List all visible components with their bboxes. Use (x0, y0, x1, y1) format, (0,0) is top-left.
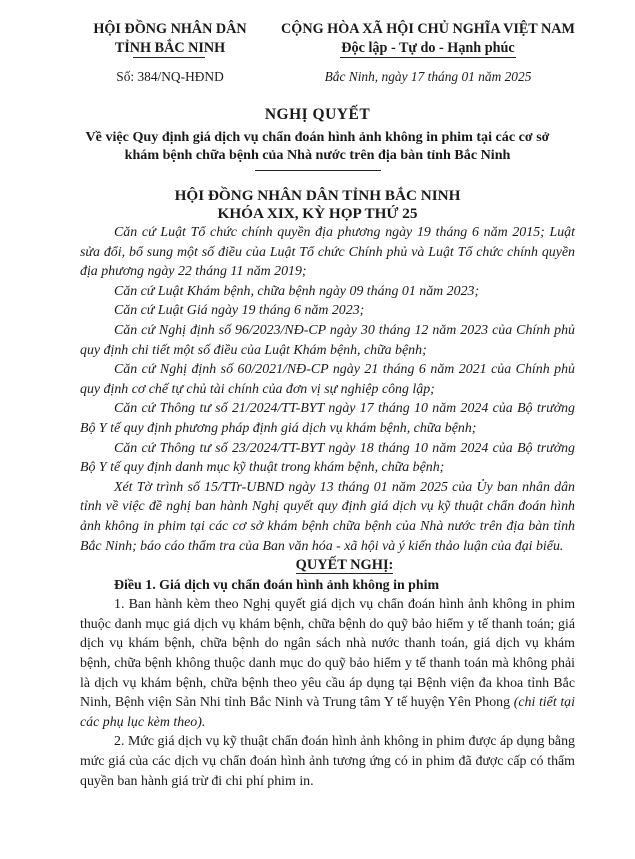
clause-1-note: (chi tiết tại các phụ lục kèm theo). (80, 695, 575, 730)
council-heading (40, 187, 595, 223)
decision-heading (80, 556, 575, 576)
document-title: NGHỊ QUYẾT (264, 106, 371, 123)
nation-motto: Độc lập - Tự do - Hạnh phúc (341, 40, 515, 56)
legal-basis-paragraph: Căn cứ Luật Giá ngày 19 tháng 6 năm 2023; (114, 303, 365, 319)
document-body (80, 223, 575, 791)
issuer-name: HỘI ĐỒNG NHÂN DÂN (93, 21, 247, 37)
proposal-paragraph: Xét Tờ trình số 15/TTr-UBND ngày 13 tháng 01 năm 2025 của Ủy ban nhân dân tỉnh về việc đề nghị ban hành Nghị quyết quy định giá dịch vụ kỹ thuật chẩn đoán hình ảnh không in phim tại các cơ sở khám bệnh chữa bệnh của Nhà nước trên địa bàn tỉnh Bắc Ninh; báo cáo thẩm tra của Ban văn hóa - xã hội và ý kiến thảo luận của đại biểu. (80, 479, 575, 554)
decision-heading-text: QUYẾT NGHỊ: (295, 557, 394, 574)
clause-1-text: 1. Ban hành kèm theo Nghị quyết giá dịch vụ chẩn đoán hình ảnh không in phim thuộc danh mục giá dịch vụ khám bệnh, chữa bệnh do quỹ bảo hiểm y tế thanh toán; giá dịch vụ khám bệnh, chữa bệnh do ngân sách nhà nước thanh toán, giá dịch vụ khám bệnh, chữa bệnh không thuộc danh mục do quỹ bảo hiểm y tế thanh toán mà không phải là dịch vụ khám bệnh, chữa bệnh theo yêu cầu áp dụng tại Bệnh viện đa khoa tỉnh Bắc Ninh, Bệnh viện Sản Nhi tỉnh Bắc Ninh và Trung tâm Y tế huyện Yên Phong (80, 597, 575, 711)
motto-underline (340, 57, 516, 58)
article-1-clause-1 (80, 595, 575, 732)
document-subject (40, 128, 595, 164)
issuer-underline (133, 57, 205, 58)
legal-basis-paragraph: Căn cứ Nghị định số 96/2023/NĐ-CP ngày 30 tháng 12 năm 2023 của Chính phủ quy định chi tiết một số điều của Luật Khám bệnh, chữa bệnh; (80, 322, 575, 358)
issuer-block (70, 20, 270, 58)
legal-basis-paragraph: Căn cứ Thông tư số 23/2024/TT-BYT ngày 18 tháng 10 năm 2024 của Bộ trưởng Bộ Y tế quy định danh mục kỹ thuật trong khám bệnh, chữa bệnh; (80, 440, 575, 476)
legal-basis-paragraph: Căn cứ Luật Tổ chức chính quyền địa phương ngày 19 tháng 6 năm 2015; Luật sửa đổi, bổ sung một số điều của Luật Tổ chức Chính phủ và Luật Tổ chức chính quyền địa phương ngày 22 tháng 11 năm 2019; (80, 225, 575, 280)
council-session: KHÓA XIX, KỲ HỌP THỨ 25 (217, 205, 418, 222)
article-1-clause-2: 2. Mức giá dịch vụ kỹ thuật chẩn đoán hình ảnh không in phim được áp dụng bằng mức giá của các dịch vụ chẩn đoán hình ảnh tương ứng có in phim đã được cấp có thẩm quyền ban hành giá trừ đi chi phí phim in. (80, 734, 575, 789)
council-name: HỘI ĐỒNG NHÂN DÂN TỈNH BẮC NINH (174, 187, 461, 204)
document-date: Bắc Ninh, ngày 17 tháng 01 năm 2025 (324, 69, 532, 84)
issuer-province: TỈNH BẮC NINH (114, 40, 226, 56)
article-1-heading: Điều 1. Giá dịch vụ chẩn đoán hình ảnh không in phim (114, 577, 440, 593)
document-number: Số: 384/NQ-HĐND (116, 69, 224, 84)
subject-line-2: khám bệnh chữa bệnh của Nhà nước trên địa bàn tỉnh Bắc Ninh (124, 147, 511, 163)
legal-basis-paragraph: Căn cứ Luật Khám bệnh, chữa bệnh ngày 09 tháng 01 năm 2023; (114, 283, 480, 299)
subject-underline (255, 170, 381, 171)
subject-line-1: Về việc Quy định giá dịch vụ chẩn đoán hình ảnh không in phim tại các cơ sở (85, 129, 550, 145)
nation-block (268, 20, 588, 58)
legal-basis-paragraph: Căn cứ Thông tư số 21/2024/TT-BYT ngày 17 tháng 10 năm 2024 của Bộ trưởng Bộ Y tế quy định phương pháp định giá dịch vụ khám bệnh, chữa bệnh; (80, 401, 575, 436)
nation-name: CỘNG HÒA XÃ HỘI CHỦ NGHĨA VIỆT NAM (281, 21, 575, 37)
legal-basis-paragraph: Căn cứ Nghị định số 60/2021/NĐ-CP ngày 21 tháng 6 năm 2021 của Chính phủ quy định cơ chế tự chủ tài chính của đơn vị sự nghiệp công lập; (80, 362, 575, 397)
